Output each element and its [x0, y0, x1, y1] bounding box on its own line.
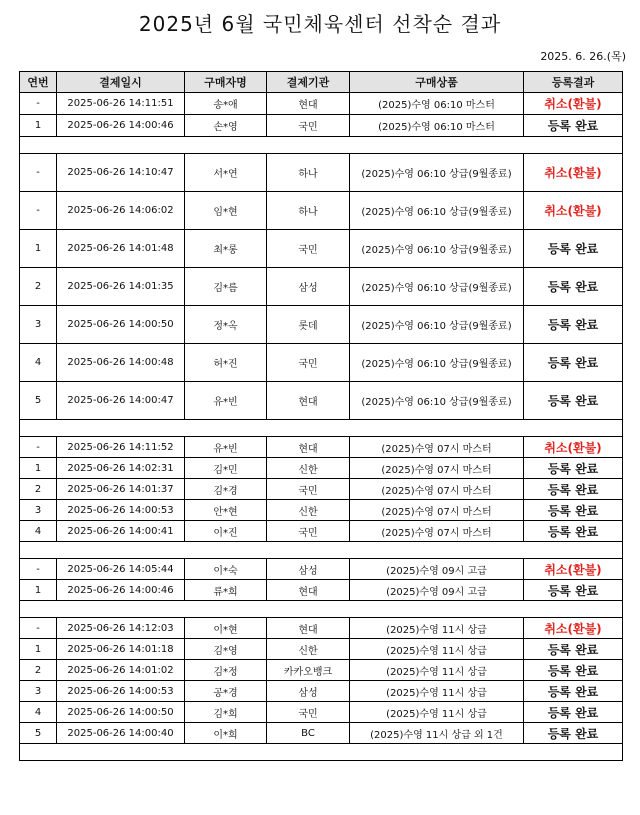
cell-result: 등록 완료 [524, 500, 623, 521]
cell-product: (2025)수영 09시 고급 [350, 559, 524, 580]
cell-datetime: 2025-06-26 14:01:02 [57, 660, 185, 681]
cell-payment: 하나 [267, 192, 350, 230]
cell-result: 등록 완료 [524, 306, 623, 344]
col-header-result: 등록결과 [524, 72, 623, 93]
table-row [20, 618, 623, 639]
cell-buyer: 정*옥 [185, 306, 267, 344]
cell-result: 취소(환불) [524, 618, 623, 639]
table-row [20, 702, 623, 723]
cell-buyer: 서*연 [185, 154, 267, 192]
cell-seq: 1 [20, 580, 57, 601]
cell-buyer: 이*진 [185, 521, 267, 542]
cell-datetime: 2025-06-26 14:05:44 [57, 559, 185, 580]
cell-product: (2025)수영 11시 상급 [350, 660, 524, 681]
cell-product: (2025)수영 07시 마스터 [350, 458, 524, 479]
table-row [20, 230, 623, 268]
cell-product: (2025)수영 06:10 상급(9월종료) [350, 344, 524, 382]
col-header-buyer: 구매자명 [185, 72, 267, 93]
group-spacer-row [20, 542, 623, 559]
cell-datetime: 2025-06-26 14:00:46 [57, 115, 185, 137]
cell-payment: BC [267, 723, 350, 744]
cell-product: (2025)수영 06:10 상급(9월종료) [350, 382, 524, 420]
table-row [20, 639, 623, 660]
cell-buyer: 김*민 [185, 458, 267, 479]
cell-product: (2025)수영 11시 상급 [350, 702, 524, 723]
table-row [20, 192, 623, 230]
spacer-cell [20, 420, 623, 437]
cell-product: (2025)수영 07시 마스터 [350, 500, 524, 521]
cell-result: 등록 완료 [524, 115, 623, 137]
cell-payment: 삼성 [267, 559, 350, 580]
cell-datetime: 2025-06-26 14:11:51 [57, 93, 185, 115]
cell-datetime: 2025-06-26 14:01:37 [57, 479, 185, 500]
table-row [20, 660, 623, 681]
cell-buyer: 최*롱 [185, 230, 267, 268]
cell-payment: 신한 [267, 639, 350, 660]
cell-payment: 국민 [267, 521, 350, 542]
cell-buyer: 유*빈 [185, 382, 267, 420]
cell-buyer: 김*영 [185, 639, 267, 660]
cell-result: 취소(환불) [524, 437, 623, 458]
cell-seq: 2 [20, 479, 57, 500]
cell-result: 등록 완료 [524, 723, 623, 744]
cell-payment: 롯데 [267, 306, 350, 344]
cell-payment: 국민 [267, 344, 350, 382]
cell-seq: 1 [20, 115, 57, 137]
cell-buyer: 김*희 [185, 702, 267, 723]
report-date: 2025. 6. 26.(목) [540, 50, 626, 63]
table-row [20, 521, 623, 542]
cell-product: (2025)수영 06:10 상급(9월종료) [350, 268, 524, 306]
cell-payment: 현대 [267, 93, 350, 115]
table-row [20, 723, 623, 744]
table-header [20, 72, 623, 93]
table-row [20, 479, 623, 500]
cell-result: 등록 완료 [524, 702, 623, 723]
cell-payment: 국민 [267, 230, 350, 268]
spacer-cell [20, 137, 623, 154]
cell-buyer: 손*영 [185, 115, 267, 137]
cell-result: 등록 완료 [524, 660, 623, 681]
table-row [20, 344, 623, 382]
cell-payment: 현대 [267, 618, 350, 639]
cell-result: 등록 완료 [524, 580, 623, 601]
cell-product: (2025)수영 06:10 상급(9월종료) [350, 192, 524, 230]
cell-datetime: 2025-06-26 14:00:48 [57, 344, 185, 382]
cell-buyer: 공*경 [185, 681, 267, 702]
cell-datetime: 2025-06-26 14:12:03 [57, 618, 185, 639]
table-row [20, 458, 623, 479]
cell-payment: 하나 [267, 154, 350, 192]
cell-payment: 카카오뱅크 [267, 660, 350, 681]
cell-seq: 1 [20, 458, 57, 479]
cell-buyer: 유*빈 [185, 437, 267, 458]
cell-datetime: 2025-06-26 14:00:47 [57, 382, 185, 420]
cell-seq: 4 [20, 344, 57, 382]
cell-product: (2025)수영 06:10 상급(9월종료) [350, 154, 524, 192]
col-header-seq: 연번 [20, 72, 57, 93]
cell-seq: 1 [20, 639, 57, 660]
cell-product: (2025)수영 09시 고급 [350, 580, 524, 601]
cell-product: (2025)수영 06:10 상급(9월종료) [350, 306, 524, 344]
cell-seq: 5 [20, 723, 57, 744]
cell-buyer: 이*숙 [185, 559, 267, 580]
cell-buyer: 송*애 [185, 93, 267, 115]
table-row [20, 115, 623, 137]
table-row [20, 382, 623, 420]
cell-datetime: 2025-06-26 14:02:31 [57, 458, 185, 479]
cell-result: 등록 완료 [524, 458, 623, 479]
cell-payment: 현대 [267, 382, 350, 420]
table-row [20, 681, 623, 702]
cell-buyer: 이*현 [185, 618, 267, 639]
cell-payment: 신한 [267, 500, 350, 521]
cell-seq: - [20, 93, 57, 115]
table-row [20, 93, 623, 115]
cell-datetime: 2025-06-26 14:00:50 [57, 306, 185, 344]
cell-datetime: 2025-06-26 14:01:18 [57, 639, 185, 660]
cell-payment: 국민 [267, 702, 350, 723]
cell-result: 취소(환불) [524, 192, 623, 230]
group-spacer-row [20, 420, 623, 437]
cell-product: (2025)수영 07시 마스터 [350, 521, 524, 542]
group-spacer-row [20, 137, 623, 154]
cell-product: (2025)수영 11시 상급 [350, 681, 524, 702]
cell-datetime: 2025-06-26 14:00:41 [57, 521, 185, 542]
cell-datetime: 2025-06-26 14:00:53 [57, 681, 185, 702]
cell-seq: 4 [20, 702, 57, 723]
cell-seq: - [20, 154, 57, 192]
cell-datetime: 2025-06-26 14:00:40 [57, 723, 185, 744]
cell-product: (2025)수영 06:10 상급(9월종료) [350, 230, 524, 268]
cell-buyer: 허*진 [185, 344, 267, 382]
cell-datetime: 2025-06-26 14:01:35 [57, 268, 185, 306]
group-spacer-row [20, 601, 623, 618]
cell-result: 등록 완료 [524, 681, 623, 702]
cell-seq: - [20, 437, 57, 458]
cell-buyer: 김*경 [185, 479, 267, 500]
cell-product: (2025)수영 07시 마스터 [350, 479, 524, 500]
cell-datetime: 2025-06-26 14:06:02 [57, 192, 185, 230]
results-table [19, 71, 623, 761]
cell-payment: 현대 [267, 437, 350, 458]
cell-payment: 신한 [267, 458, 350, 479]
cell-result: 등록 완료 [524, 268, 623, 306]
cell-result: 취소(환불) [524, 559, 623, 580]
cell-result: 등록 완료 [524, 639, 623, 660]
cell-seq: 1 [20, 230, 57, 268]
cell-buyer: 김*름 [185, 268, 267, 306]
cell-seq: - [20, 192, 57, 230]
col-header-datetime: 결제일시 [57, 72, 185, 93]
table-row [20, 500, 623, 521]
cell-result: 등록 완료 [524, 479, 623, 500]
col-header-product: 구매상품 [350, 72, 524, 93]
page-title: 2025년 6월 국민체육센터 선착순 결과 [138, 12, 502, 36]
cell-product: (2025)수영 11시 상급 [350, 618, 524, 639]
cell-seq: 5 [20, 382, 57, 420]
cell-seq: 3 [20, 306, 57, 344]
table-row [20, 154, 623, 192]
cell-seq: 2 [20, 268, 57, 306]
cell-payment: 현대 [267, 580, 350, 601]
group-spacer-row [20, 744, 623, 761]
table-row [20, 437, 623, 458]
cell-payment: 삼성 [267, 681, 350, 702]
cell-seq: 4 [20, 521, 57, 542]
cell-buyer: 이*희 [185, 723, 267, 744]
cell-payment: 삼성 [267, 268, 350, 306]
cell-seq: 2 [20, 660, 57, 681]
cell-seq: - [20, 559, 57, 580]
cell-datetime: 2025-06-26 14:00:53 [57, 500, 185, 521]
cell-result: 등록 완료 [524, 521, 623, 542]
cell-datetime: 2025-06-26 14:00:50 [57, 702, 185, 723]
cell-product: (2025)수영 11시 상급 외 1건 [350, 723, 524, 744]
cell-payment: 국민 [267, 479, 350, 500]
cell-seq: - [20, 618, 57, 639]
cell-buyer: 김*정 [185, 660, 267, 681]
spacer-cell [20, 542, 623, 559]
cell-result: 등록 완료 [524, 344, 623, 382]
table-row [20, 580, 623, 601]
cell-result: 취소(환불) [524, 154, 623, 192]
table-row [20, 559, 623, 580]
cell-product: (2025)수영 11시 상급 [350, 639, 524, 660]
cell-seq: 3 [20, 681, 57, 702]
table-row [20, 306, 623, 344]
cell-product: (2025)수영 07시 마스터 [350, 437, 524, 458]
cell-datetime: 2025-06-26 14:00:46 [57, 580, 185, 601]
table-row [20, 268, 623, 306]
cell-buyer: 류*희 [185, 580, 267, 601]
cell-datetime: 2025-06-26 14:01:48 [57, 230, 185, 268]
table-body [20, 93, 623, 761]
cell-buyer: 안*현 [185, 500, 267, 521]
cell-payment: 국민 [267, 115, 350, 137]
cell-buyer: 임*현 [185, 192, 267, 230]
cell-result: 등록 완료 [524, 230, 623, 268]
col-header-payment: 결제기관 [267, 72, 350, 93]
cell-product: (2025)수영 06:10 마스터 [350, 115, 524, 137]
cell-datetime: 2025-06-26 14:10:47 [57, 154, 185, 192]
cell-result: 취소(환불) [524, 93, 623, 115]
cell-datetime: 2025-06-26 14:11:52 [57, 437, 185, 458]
spacer-cell [20, 601, 623, 618]
spacer-cell [20, 744, 623, 761]
cell-product: (2025)수영 06:10 마스터 [350, 93, 524, 115]
cell-seq: 3 [20, 500, 57, 521]
cell-result: 등록 완료 [524, 382, 623, 420]
